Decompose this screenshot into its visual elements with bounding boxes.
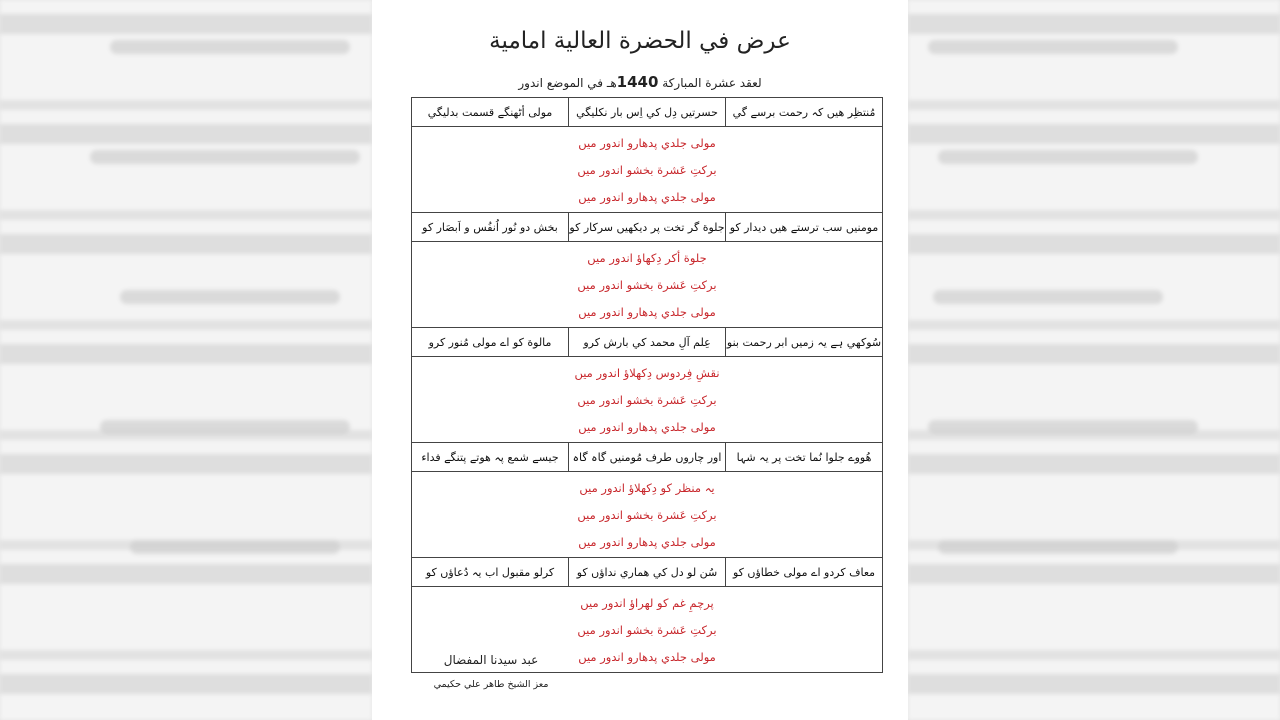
refrain-line: جلوة أكر دِكھاؤ اندور ميں — [587, 250, 707, 265]
blurred-background-right — [908, 0, 1280, 720]
refrain-block — [412, 472, 882, 558]
subtitle-text: لعقد عشرة المباركة — [662, 76, 762, 90]
verse-row — [412, 98, 882, 127]
refrain-line: بركتِ عَشرة بخشو اندور ميں — [577, 392, 717, 407]
verse-row — [412, 558, 882, 587]
signature-line: عبد سيدنا المفضال — [443, 653, 539, 667]
refrain-line: مولى جلدي پدھارو اندور ميں — [578, 534, 716, 549]
verse-cell: سُوكھي ہے يہ زميں ابر رحمت بنو — [726, 335, 882, 349]
refrain-block — [412, 127, 882, 213]
verse-cell: معاف كردو اے مولى خطاؤں كو — [732, 565, 876, 579]
refrain-line: مولى جلدي پدھارو اندور ميں — [578, 135, 716, 150]
poem-table — [411, 97, 883, 673]
refrain-line: بركتِ عَشرة بخشو اندور ميں — [577, 507, 717, 522]
verse-cell: مولى أٹھنگے قسمت بدليگي — [412, 98, 569, 126]
verse-cell: حسرتيں دِل كي اِس بار نكليگي — [569, 98, 726, 126]
document-page — [372, 0, 908, 720]
verse-cell: جيسے شمع پہ هوتے پتنگے فداء — [412, 443, 569, 471]
verse-cell: بخش دو نُور اُنفُس و اَبصَار كو — [412, 213, 569, 241]
verse-cell: كرلو مقبول اب يہ دُعاؤں كو — [412, 558, 569, 586]
refrain-line: بركتِ عَشرة بخشو اندور ميں — [577, 277, 717, 292]
verse-cell: جلوة گر تخت پر ديكھيں سركار كو — [569, 213, 726, 241]
refrain-line: پرچمِ غم كو لهراؤ اندور ميں — [580, 595, 714, 610]
document-subtitle — [372, 73, 908, 91]
refrain-line: نقشِ فِردوس دِكھلاؤ اندور ميں — [574, 365, 720, 380]
refrain-line: بركتِ عَشرة بخشو اندور ميں — [577, 162, 717, 177]
verse-row — [412, 213, 882, 242]
refrain-line: بركتِ عَشرة بخشو اندور ميں — [577, 622, 717, 637]
subtitle-suffix: هـ في الموضع اندور — [518, 76, 617, 90]
document-title: عرض في الحضرة العالية امامية — [489, 28, 791, 54]
refrain-line: مولى جلدي پدھارو اندور ميں — [578, 304, 716, 319]
refrain-block — [412, 242, 882, 328]
refrain-line: يہ منظر كو دِكھلاؤ اندور ميں — [579, 480, 715, 495]
verse-cell: مالوة كو اے مولى مُنور كرو — [412, 328, 569, 356]
verse-cell: اور چاروں طرف مُومنيں گاہ گاہ — [569, 443, 726, 471]
refrain-line: مولى جلدي پدھارو اندور ميں — [578, 419, 716, 434]
verse-row — [412, 443, 882, 472]
subtitle-year: 1440 — [616, 73, 659, 91]
signature-subline: معز الشيخ طاهر علي حكيمي — [433, 679, 549, 690]
verse-cell: عِلم آلِ محمد كي بارش كرو — [569, 328, 726, 356]
verse-cell: سُن لو دل كي هماري نداؤں كو — [569, 558, 726, 586]
verse-cell: مُنتظِر هيں كہ رحمت برسے گي — [732, 105, 876, 119]
verse-row — [412, 328, 882, 357]
verse-cell: مومنيں سب ترستے هيں ديدار كو — [729, 220, 879, 234]
refrain-line: مولى جلدي پدھارو اندور ميں — [578, 649, 716, 664]
verse-cell: هُووے جلوا نُما تخت پر يہ شہا — [736, 450, 872, 464]
refrain-line: مولى جلدي پدھارو اندور ميں — [578, 189, 716, 204]
blurred-background-left — [0, 0, 372, 720]
refrain-block — [412, 357, 882, 443]
